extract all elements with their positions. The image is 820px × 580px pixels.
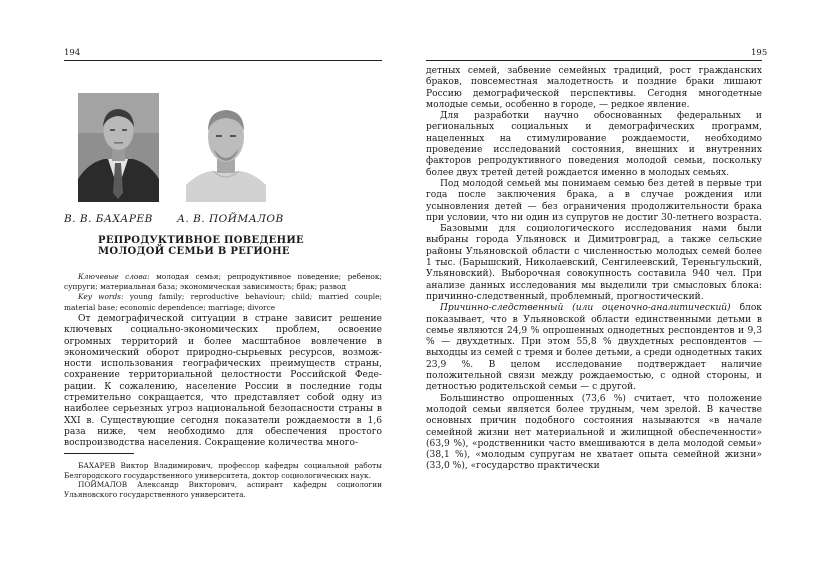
header-rule-left [64,60,382,61]
keywords-block [64,272,382,313]
right-paragraph-0: детных семей, забвение семейных традиций, рост гражданских браков, повсеместная малодетность и поздние браки лишают Россию демографической перспективы. Сегодня многодетные молодые семьи, особенно в городе, — редкое явление. [426,66,762,110]
right-paragraph-4-italic: Причинно-следственный (или оценочно-аналитический) [440,303,731,314]
header-rule-right [426,60,762,61]
right-paragraph-1: Для разработки научно обоснованных федеральных и региональных социальных и демографических программ, нацеленных на стимулирование рождаемости, необходимо проведение исследований состояния, внешних и внутренних факторов репродуктивного поведения молодой семьи, поскольку более двух третей детей рождается именно в молодых семьях. [426,111,762,178]
right-paragraph-2: Под молодой семьей мы понимаем семью без детей в первые три года после заключения брака, а в случае рождения или усыновления детей — без ограничения продолжительности брака при условии, что ни один из супругов не достиг 30-летнего возраста. [426,178,762,223]
keywords-en-text: young family; reproductive behaviour; child; married couple; material base; economic dependence; marriage; divorce [64,292,382,312]
keywords-ru-text: молодая семья; репродуктивное поведение; ребенок; супруги; материальная база; экономическая зависимость; брак; развод [64,272,382,292]
keywords-ru-label: Ключевые слова: [78,272,150,281]
right-paragraph-5: Большинство опрошенных (73,6 %) считает, что положение молодой семьи является более трудным, чем зрелой. В качестве основных причин подобного состояния называются «в начале семейной жизни нет материальной и жилищной обеспеченности» (63,9 %), «родственники часто вмешиваются в дела молодой семьи» (38,1 %), «молодым супругам не хватает опыта семейной жизни» (33,0 %), «государство практически [426,393,762,472]
author-photo-bakharev [78,93,159,202]
footnote-poymalov: ПОЙМАЛОВ Александр Викторович, аспирант кафедры социологии Ульяновского государственного университета. [64,480,382,500]
article-title-line-1: РЕПРОДУКТИВНОЕ ПОВЕДЕНИЕ [98,235,304,246]
author-photo-poymalov [186,93,266,202]
page-number-right: 195 [751,48,768,58]
footnotes [64,461,382,500]
left-body-text [64,314,382,450]
right-body-text [426,66,762,473]
keywords-en-label: Key words: [78,292,124,302]
author-name-bakharev: В. В. БАХАРЕВ [64,213,153,225]
author-name-poymalov: А. В. ПОЙМАЛОВ [177,213,284,225]
article-title-line-2: МОЛОДОЙ СЕМЬИ В РЕГИОНЕ [98,246,290,257]
footnote-bakharev: БАХАРЕВ Виктор Владимирович, профессор кафедры социальной работы Белгородского государственного университета, доктор социологических наук. [64,461,382,480]
article-title [98,235,328,257]
page-number-left: 194 [64,48,81,58]
right-paragraph-3: Базовыми для социологического исследования нами были выбраны города Ульяновск и Димитровград, а также сельские районы Ульяновской области с численностью молодых семей более 1 тыс. (Барышский, Николаевский, Сенгилеевский, Тереньгульский, Ульяновский). Выборочная совокупность составила 940 чел. При анализе данных исследования мы выделили три смысловых блока: причинно-следственный, проблемный, прогностический. [426,224,762,302]
right-paragraph-4-rest: блок показывает, что в Ульяновской области единственными детьми в семье являются 24,9 % опрошенных однодетных респондентов и 9,3 % — двухдетных. При этом 55,8 % двухдетных респондентов — выходцы из семей с тремя и более детьми, а среди однодетных таких 23,9 %. В целом исследование подтверждает наличие положительной связи между рождаемостью, с одной стороны, и детностью родительской семьи — с другой. [426,303,762,393]
right-paragraph-4 [426,303,762,393]
left-paragraph-1: От демографической ситуации в стране зависит решение ключевых социально-экономических проблем, освоение огромных территорий и более масштабное вовлечение в экономический оборот природно-сырьевых ресурсов, возможности использования географических преимуществ страны, сохранение территориальной целостности Российской Федерации. К сожалению, население России в последние годы стремительно сокращается, что представляет собой одну из наиболее серьезных угроз национальной безопасности страны в XXI в. Существующие сегодня показатели рождаемости в 1,6 раза ниже, чем необходимо для обеспечения простого воспроизводства населения. Сокращение количества много- [64,314,382,449]
footnote-rule [64,453,134,454]
